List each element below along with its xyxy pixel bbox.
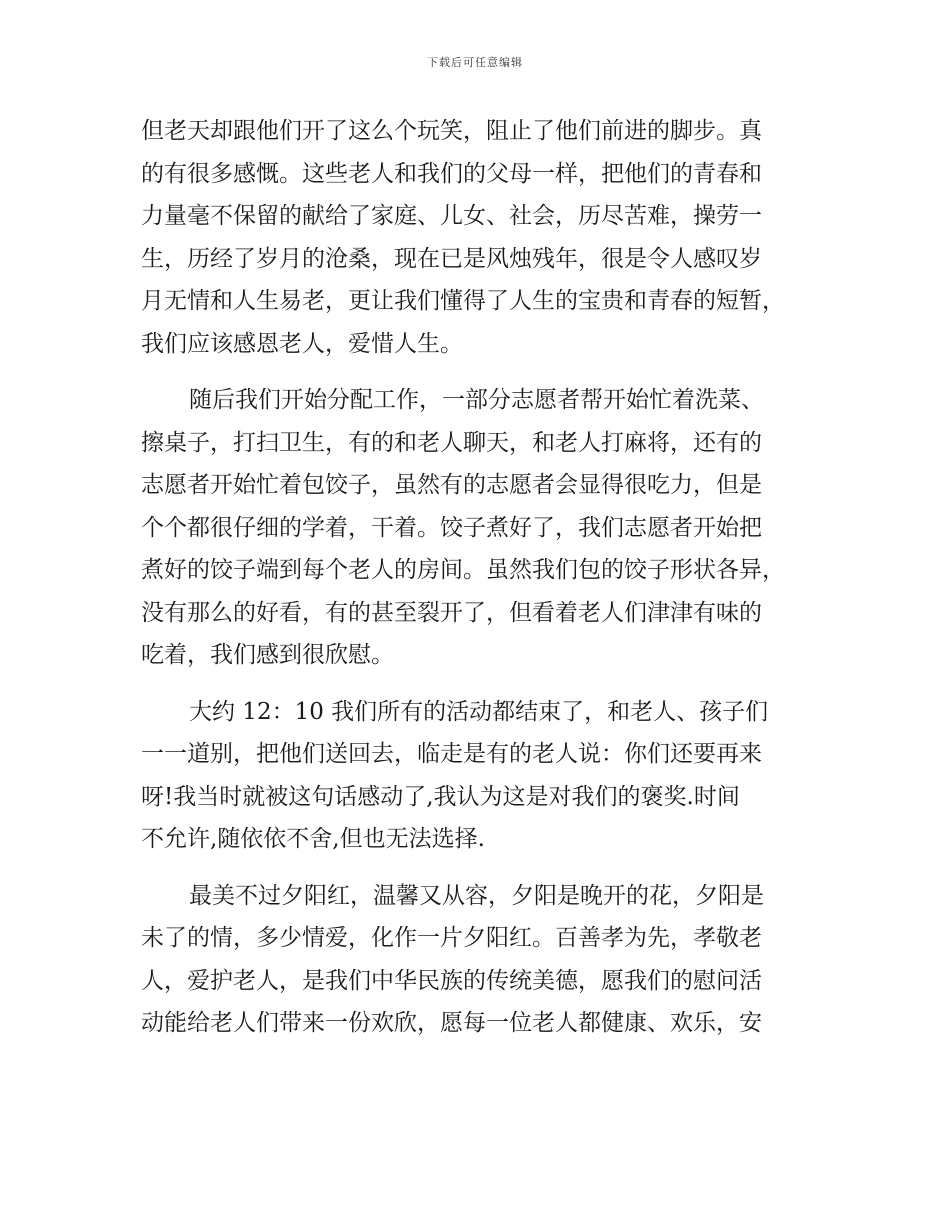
text-line: 月无情和人生易老，更让我们懂得了人生的宝贵和青春的短暂， <box>141 288 785 314</box>
text-line: 一一道别，把他们送回去，临走是有的老人说：你们还要再来 <box>141 741 762 767</box>
text-line: 没有那么的好看，有的甚至裂开了，但看着老人们津津有味的 <box>141 599 762 626</box>
text-line: 生，历经了岁月的沧桑，现在已是风烛残年，很是令人感叹岁 <box>141 245 762 272</box>
text-line: 未了的情，多少情爱，化作一片夕阳红。百善孝为先，孝敬老 <box>141 925 762 951</box>
text-line: 擦桌子，打扫卫生，有的和老人聊天，和老人打麻将，还有的 <box>141 429 762 456</box>
text-line: 最美不过夕阳红，温馨又从容，夕阳是晚开的花，夕阳是 <box>189 882 764 909</box>
text-line: 动能给老人们带来一份欢欣，愿每一位老人都健康、欢乐，安 <box>141 1010 762 1036</box>
page-header: 下载后可任意编辑 <box>427 56 523 69</box>
paragraph-1 <box>141 110 809 365</box>
text-line: 志愿者开始忙着包饺子，虽然有的志愿者会显得很吃力，但是 <box>141 472 762 498</box>
text-line: 人，爱护老人，是我们中华民族的传统美德，愿我们的慰问活 <box>141 967 762 994</box>
text-line: 吃着，我们感到很欣慰。 <box>141 642 394 668</box>
text-line: 但老天却跟他们开了这么个玩笑，阻止了他们前进的脚步。真 <box>141 118 762 144</box>
text-line: 大约 12：10 我们所有的活动都结束了，和老人、孩子们 <box>189 698 769 725</box>
paragraph-2 <box>141 379 809 677</box>
text-line: 的有很多感慨。这些老人和我们的父母一样，把他们的青春和 <box>141 160 762 187</box>
text-line: 我们应该感恩老人，爱惜人生。 <box>141 330 463 357</box>
paragraph-3 <box>141 691 809 861</box>
document-body <box>141 110 809 1045</box>
text-line: 力量毫不保留的献给了家庭、儿女、社会，历尽苦难，操劳一 <box>141 203 762 229</box>
text-line: 呀!我当时就被这句话感动了,我认为这是对我们的褒奖.时间 <box>141 783 740 810</box>
paragraph-4 <box>141 875 809 1045</box>
text-line: 个个都很仔细的学着，干着。饺子煮好了，我们志愿者开始把 <box>141 514 762 541</box>
text-line: 煮好的饺子端到每个老人的房间。虽然我们包的饺子形状各异， <box>141 557 785 583</box>
text-line: 随后我们开始分配工作，一部分志愿者帮开始忙着洗菜、 <box>189 387 764 413</box>
text-line: 不允许,随依依不舍,但也无法选择. <box>141 826 485 852</box>
